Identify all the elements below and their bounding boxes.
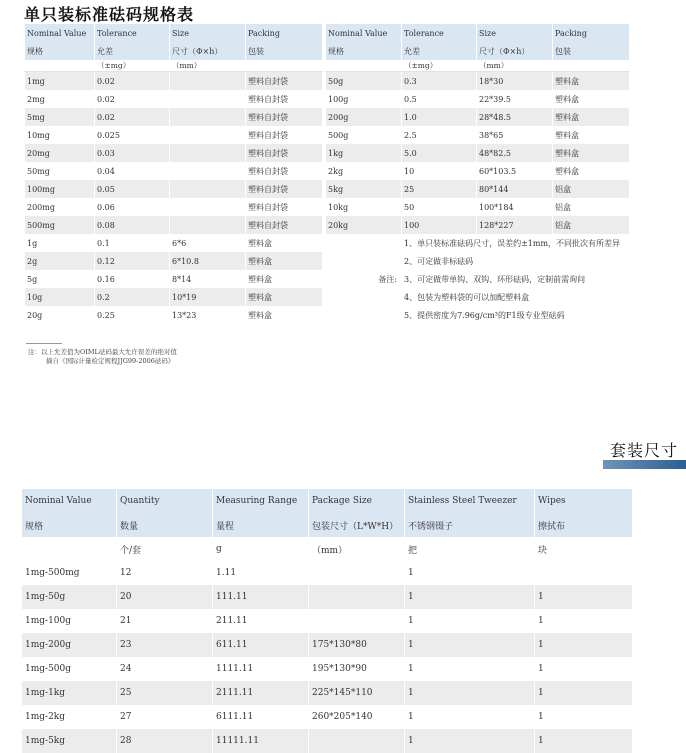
table-cell: 0.02	[95, 72, 170, 91]
header-cell: Packing	[246, 24, 322, 42]
remark-row	[326, 270, 629, 288]
table-cell: 10mg	[25, 126, 95, 144]
table-cell: 1.11	[213, 561, 309, 585]
header-cell: 包装尺寸（L*W*H）	[309, 513, 405, 537]
right-rows	[326, 72, 629, 235]
unit-cell	[25, 60, 95, 72]
table-cell: 2111.11	[213, 681, 309, 705]
table-cell: 塑料盒	[553, 144, 629, 162]
table-row	[25, 126, 322, 144]
table-cell: 1mg-50g	[22, 585, 117, 609]
unit-cell: 把	[405, 537, 535, 561]
header-cell: 规格	[25, 42, 95, 60]
header-row-zh	[25, 42, 322, 60]
table-cell: 11111.11	[213, 729, 309, 753]
table-row	[22, 705, 632, 729]
table-cell: 175*130*80	[309, 633, 405, 657]
table-cell: 塑料盒	[246, 288, 322, 306]
table-cell: 塑料自封袋	[246, 108, 322, 126]
table-cell: 0.2	[95, 288, 170, 306]
table-cell	[170, 90, 246, 108]
table-cell: 铝盒	[553, 216, 629, 234]
table-cell: 铝盒	[553, 180, 629, 198]
table-cell: 100*184	[477, 198, 553, 216]
header-cell: Tolerance	[402, 24, 477, 42]
header-cell: Nominal Value	[326, 24, 402, 42]
table-cell: 25	[117, 681, 213, 705]
header-row-zh	[22, 513, 632, 537]
set-size-table	[21, 489, 632, 753]
table-cell	[170, 72, 246, 91]
table-row	[25, 144, 322, 162]
unit-row	[22, 537, 632, 561]
table-cell: 225*145*110	[309, 681, 405, 705]
table-cell	[309, 561, 405, 585]
unit-row	[326, 60, 629, 72]
table-cell: 1	[535, 657, 632, 681]
header-cell: 包装	[553, 42, 629, 60]
table-cell: 1kg	[326, 144, 402, 162]
table-row	[25, 252, 322, 270]
table-cell: 1.0	[402, 108, 477, 126]
table-cell: 塑料盒	[246, 252, 322, 270]
header-cell: 规格	[326, 42, 402, 60]
table-cell: 0.08	[95, 216, 170, 234]
table-cell: 50mg	[25, 162, 95, 180]
table-cell: 1	[405, 633, 535, 657]
unit-cell: （mm）	[170, 60, 246, 72]
table-cell: 100g	[326, 90, 402, 108]
table-cell: 1	[535, 585, 632, 609]
table-row	[25, 162, 322, 180]
table-row	[22, 681, 632, 705]
table-row	[326, 216, 629, 234]
table-row	[326, 144, 629, 162]
table-cell: 塑料盒	[553, 90, 629, 108]
header-cell: Measuring Range	[213, 489, 309, 513]
table-cell: 塑料自封袋	[246, 144, 322, 162]
table-cell: 10	[402, 162, 477, 180]
table-row	[22, 729, 632, 753]
remark-text: 3、可定做带单钩、双钩、环形砝码，定制前需询问	[402, 270, 629, 288]
unit-cell: （mm）	[477, 60, 553, 72]
footnote-line: 摘自《国际计量检定规程JJG99-2006砝码》	[46, 357, 175, 365]
table-cell: 60*103.5	[477, 162, 553, 180]
table-row	[326, 126, 629, 144]
table-cell: 1	[535, 609, 632, 633]
table-cell: 1	[405, 657, 535, 681]
unit-cell	[246, 60, 322, 72]
table-cell: 0.02	[95, 108, 170, 126]
header-cell: Size	[477, 24, 553, 42]
table-cell: 塑料自封袋	[246, 216, 322, 234]
table-cell: 6*6	[170, 234, 246, 252]
remark-row	[326, 234, 629, 252]
table-row	[25, 72, 322, 91]
table-cell: 10kg	[326, 198, 402, 216]
table-cell: 111.11	[213, 585, 309, 609]
header-cell: 数量	[117, 513, 213, 537]
header-cell: Package Size	[309, 489, 405, 513]
set-rows	[22, 561, 632, 753]
table-cell: 0.025	[95, 126, 170, 144]
table-cell	[170, 162, 246, 180]
table-cell: 1	[405, 681, 535, 705]
table-cell: 10g	[25, 288, 95, 306]
table-cell: 塑料盒	[246, 306, 322, 324]
table-row	[25, 198, 322, 216]
table-cell: 2g	[25, 252, 95, 270]
table-cell: 塑料盒	[553, 108, 629, 126]
table-cell: 20g	[25, 306, 95, 324]
table-cell: 1mg-500g	[22, 657, 117, 681]
remark-row	[326, 306, 629, 324]
table-row	[22, 609, 632, 633]
table-cell: 1	[405, 561, 535, 585]
single-weight-table-left	[24, 24, 322, 324]
table-row	[326, 90, 629, 108]
table-cell: 5mg	[25, 108, 95, 126]
unit-row	[25, 60, 322, 72]
header-cell: Stainless Steel Tweezer	[405, 489, 535, 513]
header-row-en	[326, 24, 629, 42]
table-cell: 1	[535, 729, 632, 753]
table-cell: 1	[405, 585, 535, 609]
table-cell: 100mg	[25, 180, 95, 198]
header-cell: Size	[170, 24, 246, 42]
header-cell: 不锈钢镊子	[405, 513, 535, 537]
header-cell: 包装	[246, 42, 322, 60]
table-cell	[309, 729, 405, 753]
table-row	[326, 198, 629, 216]
header-cell: Wipes	[535, 489, 632, 513]
table-cell: 50	[402, 198, 477, 216]
table-cell: 1	[405, 729, 535, 753]
table-cell: 23	[117, 633, 213, 657]
table-cell	[535, 561, 632, 585]
unit-cell: （±mg）	[95, 60, 170, 72]
unit-cell	[22, 537, 117, 561]
table-cell	[170, 126, 246, 144]
table-row	[22, 561, 632, 585]
table-cell: 1mg-500mg	[22, 561, 117, 585]
section-title: 套装尺寸	[609, 441, 678, 460]
footnote	[28, 348, 177, 366]
table-cell: 0.16	[95, 270, 170, 288]
table-row	[25, 270, 322, 288]
table-cell: 2kg	[326, 162, 402, 180]
table-cell: 20mg	[25, 144, 95, 162]
table-cell: 200g	[326, 108, 402, 126]
table-cell: 0.04	[95, 162, 170, 180]
table-cell: 20	[117, 585, 213, 609]
table-row	[22, 657, 632, 681]
table-cell: 塑料自封袋	[246, 126, 322, 144]
header-cell: 允差	[95, 42, 170, 60]
unit-cell	[553, 60, 629, 72]
table-cell: 50g	[326, 72, 402, 91]
table-cell: 500g	[326, 126, 402, 144]
table-cell: 24	[117, 657, 213, 681]
table-cell	[170, 216, 246, 234]
table-cell: 80*144	[477, 180, 553, 198]
header-cell: 规格	[22, 513, 117, 537]
table-cell: 18*30	[477, 72, 553, 91]
table-row	[22, 585, 632, 609]
table-cell: 0.06	[95, 198, 170, 216]
table-cell: 铝盒	[553, 198, 629, 216]
table-cell	[309, 585, 405, 609]
header-cell: 量程	[213, 513, 309, 537]
table-cell: 1mg-2kg	[22, 705, 117, 729]
table-cell: 塑料自封袋	[246, 180, 322, 198]
table-cell: 塑料自封袋	[246, 72, 322, 91]
table-cell: 611.11	[213, 633, 309, 657]
table-cell	[170, 108, 246, 126]
unit-cell: 块	[535, 537, 632, 561]
table-cell: 20kg	[326, 216, 402, 234]
header-cell: Packing	[553, 24, 629, 42]
header-cell: Quantity	[117, 489, 213, 513]
table-cell: 1g	[25, 234, 95, 252]
unit-cell: g	[213, 537, 309, 561]
table-cell: 塑料盒	[553, 72, 629, 91]
table-cell: 0.25	[95, 306, 170, 324]
table-row	[326, 72, 629, 91]
table-cell	[170, 180, 246, 198]
table-cell: 1mg-1kg	[22, 681, 117, 705]
table-cell: 28	[117, 729, 213, 753]
table-cell: 10*19	[170, 288, 246, 306]
table-cell: 0.5	[402, 90, 477, 108]
table-cell: 27	[117, 705, 213, 729]
unit-cell	[326, 60, 402, 72]
table-cell: 5g	[25, 270, 95, 288]
table-cell: 21	[117, 609, 213, 633]
table-cell: 1mg	[25, 72, 95, 91]
footnote-line: 注：以上允差值为OIML砝码最大允许误差的绝对值	[28, 348, 177, 356]
table-cell: 1	[405, 705, 535, 729]
unit-cell: （mm）	[309, 537, 405, 561]
left-rows	[25, 72, 322, 325]
table-cell: 6111.11	[213, 705, 309, 729]
table-cell: 塑料盒	[246, 234, 322, 252]
table-cell: 1mg-200g	[22, 633, 117, 657]
table-cell: 1	[535, 633, 632, 657]
table-cell: 8*14	[170, 270, 246, 288]
table-cell: 1	[405, 609, 535, 633]
table-cell: 1mg-5kg	[22, 729, 117, 753]
table-cell: 195*130*90	[309, 657, 405, 681]
table-cell: 塑料自封袋	[246, 90, 322, 108]
table-row	[25, 108, 322, 126]
table-cell: 5.0	[402, 144, 477, 162]
table-cell: 100	[402, 216, 477, 234]
table-cell: 2mg	[25, 90, 95, 108]
header-row-en	[22, 489, 632, 513]
table-cell: 260*205*140	[309, 705, 405, 729]
table-cell: 13*23	[170, 306, 246, 324]
remarks-rows	[326, 234, 629, 324]
table-row	[22, 633, 632, 657]
table-cell	[170, 198, 246, 216]
table-cell: 5kg	[326, 180, 402, 198]
table-cell: 500mg	[25, 216, 95, 234]
section-title-bar	[603, 460, 686, 469]
remark-text: 2、可定做非标砝码	[402, 252, 629, 270]
table-cell: 塑料盒	[246, 270, 322, 288]
table-cell	[309, 609, 405, 633]
table-row	[25, 216, 322, 234]
remark-row	[326, 252, 629, 270]
table-cell: 0.12	[95, 252, 170, 270]
table-cell: 1	[535, 681, 632, 705]
table-cell: 128*227	[477, 216, 553, 234]
table-cell: 38*65	[477, 126, 553, 144]
table-row	[326, 180, 629, 198]
table-cell: 48*82.5	[477, 144, 553, 162]
table-row	[25, 306, 322, 324]
table-cell: 塑料盒	[553, 126, 629, 144]
table-row	[326, 162, 629, 180]
table-cell: 25	[402, 180, 477, 198]
table-cell: 0.05	[95, 180, 170, 198]
table-cell: 1mg-100g	[22, 609, 117, 633]
header-row-en	[25, 24, 322, 42]
table-cell: 2.5	[402, 126, 477, 144]
table-cell: 塑料自封袋	[246, 198, 322, 216]
table-cell: 0.1	[95, 234, 170, 252]
header-cell: 尺寸（Φ×h）	[170, 42, 246, 60]
table-row	[25, 90, 322, 108]
header-cell: Nominal Value	[22, 489, 117, 513]
table-cell: 200mg	[25, 198, 95, 216]
table-cell: 1	[535, 705, 632, 729]
page-title: 单只装标准砝码规格表	[24, 5, 195, 24]
table-row	[25, 180, 322, 198]
table-cell: 0.03	[95, 144, 170, 162]
table-cell: 28*48.5	[477, 108, 553, 126]
single-weight-table-right	[325, 24, 629, 324]
unit-cell: 个/套	[117, 537, 213, 561]
remark-row	[326, 288, 629, 306]
header-cell: 尺寸（Φ×h）	[477, 42, 553, 60]
table-cell: 0.02	[95, 90, 170, 108]
remarks-label: 备注:	[326, 270, 402, 288]
remark-text: 1、单只装标准砝码尺寸，误差约±1mm，不同批次有所差异	[402, 234, 629, 252]
table-cell: 1111.11	[213, 657, 309, 681]
table-cell: 22*39.5	[477, 90, 553, 108]
table-cell: 塑料盒	[553, 162, 629, 180]
header-cell: 允差	[402, 42, 477, 60]
unit-cell: （±mg）	[402, 60, 477, 72]
table-cell: 6*10.8	[170, 252, 246, 270]
table-row	[25, 288, 322, 306]
table-cell: 12	[117, 561, 213, 585]
table-row	[25, 234, 322, 252]
header-cell: Tolerance	[95, 24, 170, 42]
remark-text: 5、提供密度为7.96g/cm³的F1级专业型砝码	[402, 306, 629, 324]
table-row	[326, 108, 629, 126]
header-cell: Nominal Value	[25, 24, 95, 42]
remark-text: 4、包装为塑料袋的可以加配塑料盒	[402, 288, 629, 306]
header-row-zh	[326, 42, 629, 60]
table-cell: 塑料自封袋	[246, 162, 322, 180]
table-cell	[170, 144, 246, 162]
table-cell: 211.11	[213, 609, 309, 633]
header-cell: 擦拭布	[535, 513, 632, 537]
table-cell: 0.3	[402, 72, 477, 91]
note-divider	[26, 343, 62, 344]
